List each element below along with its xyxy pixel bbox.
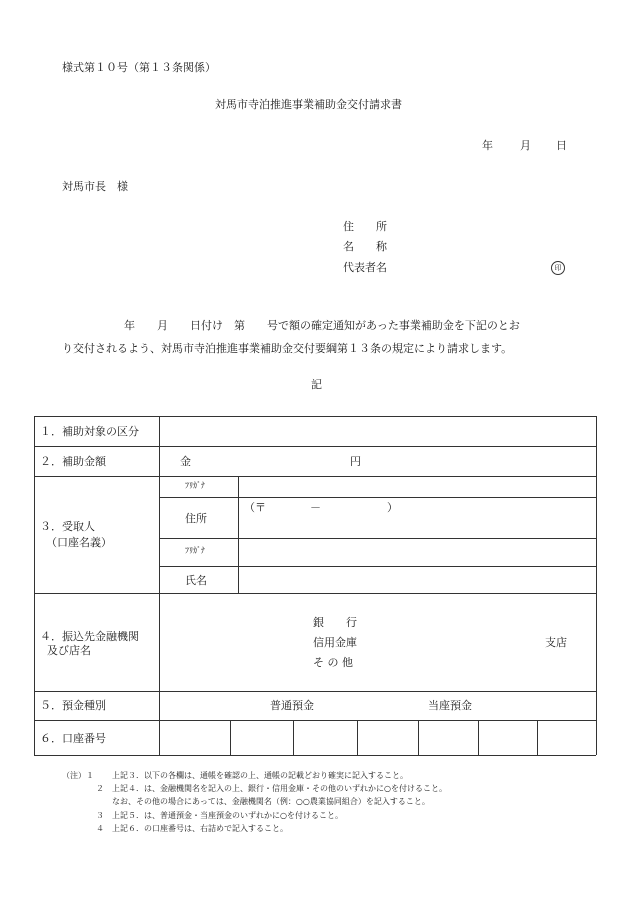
row5-label: ５．預金種別 — [40, 699, 106, 712]
futsu-option: 普通預金 — [270, 699, 314, 712]
note-2-num: ２ — [96, 784, 104, 793]
form-number: 様式第１０号（第１３条関係） — [62, 61, 216, 74]
address-label: 住所 — [185, 512, 207, 525]
row4-label-1: ４．振込先金融機関 — [40, 630, 139, 643]
note-1: 上記３．以下の各欄は、通帳を確認の上、通帳の記載どおり確実に記入すること。 — [112, 771, 408, 780]
row2-label: ２．補助金額 — [40, 455, 106, 468]
row2-kin: 金 — [180, 455, 191, 468]
toza-option: 当座預金 — [428, 699, 472, 712]
note-head: （注）１ — [62, 771, 94, 780]
addressee: 対馬市長 様 — [62, 180, 128, 193]
row1-label: １．補助対象の区分 — [40, 425, 139, 438]
note-4: 上記６．の口座番号は、右詰めで記入すること。 — [112, 824, 288, 833]
postal-code: （〒 － ） — [244, 501, 398, 514]
shinkin-option: 信用金庫 — [313, 636, 357, 649]
other-option: そ の 他 — [313, 656, 353, 669]
furigana-label-1: ﾌﾘｶﾞﾅ — [185, 481, 205, 490]
body-line-2: り交付されるよう、対馬市寺泊推進事業補助金交付要綱第１３条の規定により請求します。 — [62, 342, 513, 355]
name-label: 氏名 — [185, 574, 207, 587]
bank-option: 銀 行 — [313, 616, 357, 629]
page-title: 対馬市寺泊推進事業補助金交付請求書 — [215, 98, 402, 111]
note-3: 上記５．は、普通預金・当座預金のいずれかに○を付けること。 — [112, 811, 343, 820]
row2-yen: 円 — [350, 455, 361, 468]
applicant-name-label: 名 称 — [343, 240, 387, 253]
body-line-1: 年 月 日付け 第 号で額の確定通知があった事業補助金を下記のとお — [124, 319, 520, 332]
row4-label-2: 及び店名 — [47, 644, 91, 657]
note-2: 上記４．は、金融機関名を記入の上、銀行・信用金庫・その他のいずれかに○を付けること。 — [112, 784, 447, 793]
applicant-address-label: 住 所 — [343, 220, 387, 233]
furigana-label-2: ﾌﾘｶﾞﾅ — [185, 546, 205, 555]
date-year: 年 — [482, 139, 493, 152]
note-2b: なお、その他の場合にあっては、金融機関名（例：○○農業協同組合）を記入すること。 — [112, 797, 430, 806]
seal-mark: 印 — [551, 261, 565, 275]
row3-label-1: ３．受取人 — [40, 520, 95, 533]
row6-label: ６．口座番号 — [40, 732, 106, 745]
ki-heading: 記 — [311, 378, 322, 391]
date-day: 日 — [556, 139, 567, 152]
date-month: 月 — [520, 139, 531, 152]
note-4-num: ４ — [96, 824, 104, 833]
row3-label-2: （口座名義） — [46, 536, 112, 549]
branch-label: 支店 — [545, 636, 567, 649]
note-3-num: ３ — [96, 811, 104, 820]
applicant-rep-label: 代表者名 — [343, 261, 387, 274]
